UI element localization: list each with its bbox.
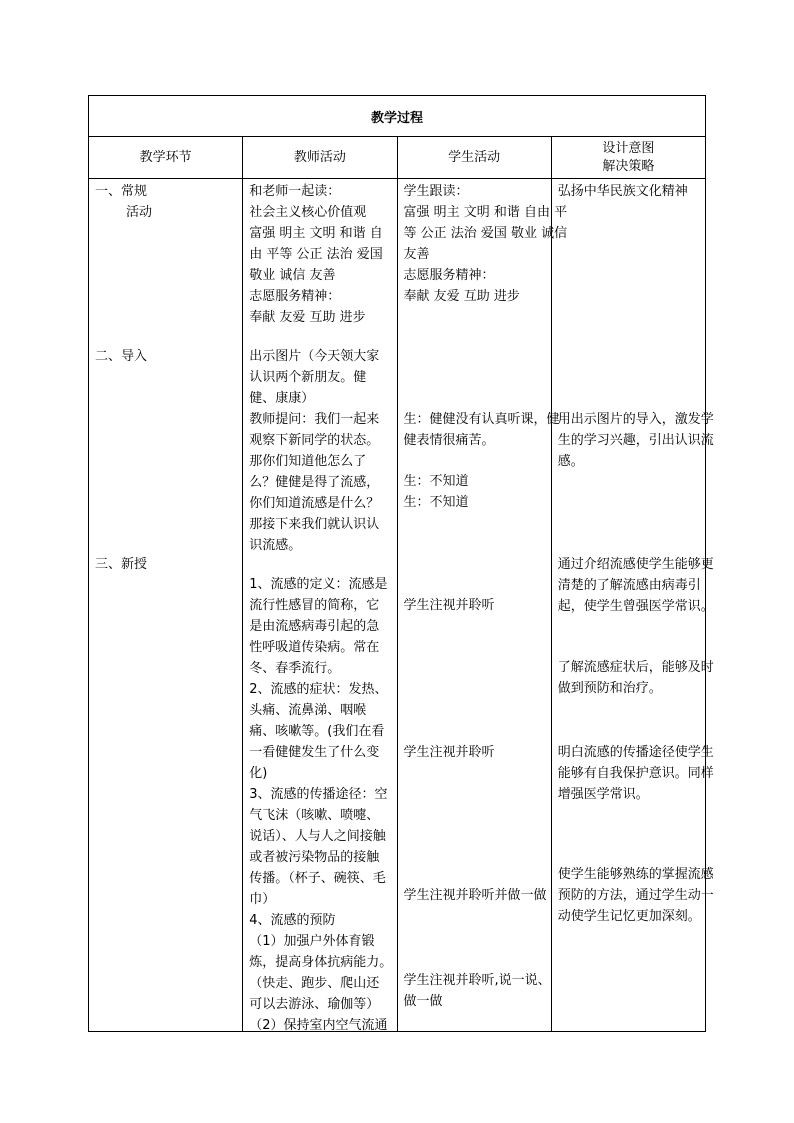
lesson-plan-page	[88, 95, 714, 1033]
text-line: 教师提问：我们一起来	[249, 412, 380, 427]
text-line: 是由流感病毒引起的急	[249, 619, 380, 634]
header-design-intent-line2: 解决策略	[602, 158, 655, 174]
text-line: 3、流感的传播途径：空	[249, 787, 388, 802]
intent-new-c	[558, 742, 714, 805]
intent-new-b	[558, 657, 714, 699]
text-line: 增强医学常识。	[557, 787, 649, 802]
text-line: 能够有自我保护意识。同样	[557, 766, 714, 781]
text-line: 和老师一起读：	[249, 184, 341, 199]
text-line: 友善	[403, 247, 430, 262]
text-line: 用出示图片的导入，激发学	[557, 412, 714, 427]
text-line: 富强 明主 文明 和谐 自	[249, 226, 383, 241]
text-line: 1、流感的定义：流感是	[249, 577, 388, 592]
header-design-intent-line1: 设计意图	[602, 140, 655, 156]
design-intent-column	[551, 179, 714, 1032]
text-line: 奉献 友爱 互助 进步	[403, 289, 520, 304]
student-new-d	[404, 970, 551, 1012]
text-line: 性呼吸道传染病。常在	[249, 640, 380, 655]
text-line: 做一做	[403, 994, 443, 1009]
text-line: 那接下来我们就认识认	[249, 517, 380, 532]
text-line: 学生注视并聆听,说一说、	[403, 973, 551, 988]
table-title: 教学过程	[89, 96, 706, 137]
text-line: 明白流感的传播途径使学生	[557, 745, 714, 760]
text-line: 出示图片（今天领大家	[249, 349, 380, 364]
student-new-a: 学生注视并聆听	[403, 598, 495, 613]
text-line: 学生跟读：	[403, 184, 469, 199]
text-line: 巾）	[249, 892, 276, 907]
text-line: 可以去游泳、瑜伽等）	[249, 997, 380, 1012]
teacher-routine	[249, 181, 383, 328]
text-line: （快走、跑步、爬山还	[249, 976, 380, 991]
text-line: 4、流感的预防	[249, 913, 336, 928]
stage-routine-line1: 一、常规	[95, 184, 148, 199]
text-line: 使学生能够熟练的掌握流感	[557, 867, 714, 882]
text-line: 志愿服务精神：	[249, 289, 341, 304]
teacher-new-lesson	[249, 574, 392, 1036]
text-line: 生：健健没有认真听课，健	[403, 412, 560, 427]
intent-intro	[558, 409, 714, 472]
text-line: 认识两个新朋友。健	[249, 370, 367, 385]
text-line: 健、康康）	[249, 391, 315, 406]
intent-new-d	[558, 864, 714, 927]
text-line: 奉献 友爱 互助 进步	[249, 310, 366, 325]
teaching-process-table	[88, 95, 714, 1033]
text-line: 通过介绍流感使学生能够更	[557, 557, 714, 572]
stage-intro: 二、导入	[95, 349, 148, 364]
text-line: 化)	[249, 766, 268, 781]
text-line: 气飞沫（咳嗽、喷嚏、	[249, 808, 380, 823]
text-line: （1）加强户外体育锻	[249, 934, 375, 949]
text-line: 清楚的了解流感由病毒引	[557, 578, 701, 593]
text-line: 生：不知道	[403, 474, 469, 489]
header-design-intent	[551, 137, 705, 179]
text-line: 炼，提高身体抗病能力。	[249, 955, 393, 970]
text-line: 观察下新同学的状态。	[249, 433, 380, 448]
text-line: 或者被污染物品的接触	[249, 850, 380, 865]
student-activity-column	[397, 179, 568, 1032]
teacher-intro	[249, 346, 379, 556]
text-line: 生的学习兴趣，引出认识流	[557, 433, 714, 448]
student-routine	[404, 181, 568, 307]
text-line: 等 公正 法治 爱国 敬业 诚信	[403, 226, 568, 241]
text-line: 传播。（杯子、碗筷、毛	[249, 871, 386, 886]
text-line: 志愿服务精神：	[403, 268, 495, 283]
text-line: 起，使学生曾强医学常识。	[557, 599, 714, 614]
intent-new-a	[558, 554, 714, 617]
text-line: 2、流感的症状：发热、	[249, 682, 388, 697]
header-student-activity: 学生活动	[397, 137, 551, 179]
text-line: 富强 明主 文明 和谐 自由 平	[403, 205, 568, 220]
text-line: 由 平等 公正 法治 爱国	[249, 247, 383, 262]
text-line: 了解流感症状后，能够及时	[557, 660, 714, 675]
student-intro-answer	[404, 409, 560, 451]
text-line: 感。	[557, 454, 584, 469]
text-line: 冬、春季流行。	[249, 661, 341, 676]
text-line: 做到预防和治疗。	[557, 681, 662, 696]
header-stage: 教学环节	[89, 137, 243, 179]
text-line: 痛、咳嗽等。(我们在看	[249, 724, 385, 739]
text-line: 健表情很痛苦。	[403, 433, 495, 448]
text-line: 预防的方法，通过学生动一	[557, 888, 714, 903]
student-intro-replies	[404, 471, 469, 513]
stage-routine-line2: 活动	[126, 205, 153, 220]
text-line: 你们知道流感是什么？	[249, 496, 380, 511]
student-new-b: 学生注视并聆听	[403, 745, 495, 760]
student-new-c: 学生注视并聆听并做一做	[403, 888, 547, 903]
text-line: 头痛、流鼻涕、咽喉	[249, 703, 367, 718]
header-teacher-activity: 教师活动	[243, 137, 397, 179]
intent-routine: 弘扬中华民族文化精神	[557, 184, 688, 199]
text-line: 说话）、人与人之间接触	[249, 829, 386, 844]
stage-column	[89, 179, 243, 1032]
text-line: （2）保持室内空气流通	[249, 1018, 388, 1033]
text-line: 一看健健发生了什么变	[249, 745, 380, 760]
text-line: 敬业 诚信 友善	[249, 268, 336, 283]
stage-new-lesson: 三、新授	[95, 557, 148, 572]
text-line: 流行性感冒的简称，它	[249, 598, 380, 613]
text-line: 那你们知道他怎么了	[249, 454, 367, 469]
text-line: 么？健健是得了流感，	[249, 475, 380, 490]
teacher-activity-column	[243, 179, 397, 1032]
text-line: 生：不知道	[403, 495, 469, 510]
stage-routine	[95, 181, 152, 223]
text-line: 识流感。	[249, 538, 302, 553]
text-line: 动使学生记忆更加深刻。	[557, 909, 701, 924]
text-line: 社会主义核心价值观	[249, 205, 367, 220]
